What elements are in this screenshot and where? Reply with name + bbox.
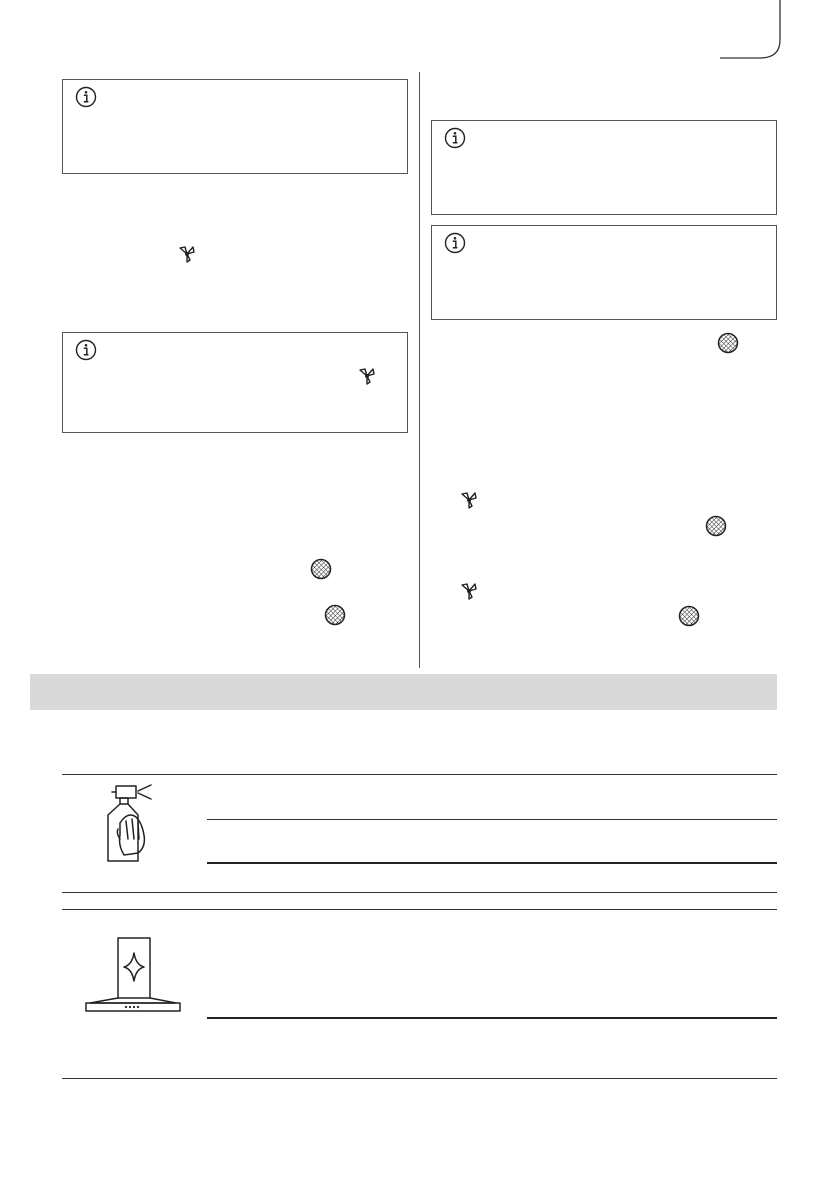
table-row-divider xyxy=(207,862,777,864)
table-bottom-rule xyxy=(62,1078,777,1079)
grease-filter-icon xyxy=(717,332,739,354)
info-circle-icon xyxy=(75,339,97,361)
table-row-rule xyxy=(62,909,777,910)
info-circle-icon xyxy=(444,232,466,254)
table-top-rule xyxy=(62,774,777,775)
info-note-3 xyxy=(431,120,777,215)
table-row-divider xyxy=(207,819,777,820)
info-circle-icon xyxy=(75,86,97,108)
column-divider xyxy=(419,72,420,668)
info-note-1 xyxy=(62,79,408,174)
info-note-2 xyxy=(62,332,408,433)
grease-filter-icon xyxy=(705,515,727,537)
fan-icon xyxy=(176,243,198,265)
fan-icon xyxy=(458,489,480,511)
info-circle-icon xyxy=(444,127,466,149)
table-row-rule xyxy=(62,892,777,893)
page-corner-curve xyxy=(720,0,839,60)
fan-icon xyxy=(458,580,480,602)
section-heading-bar xyxy=(30,674,777,710)
cooker-hood-clean-icon xyxy=(84,937,182,1013)
spray-bottle-cloth-icon xyxy=(98,783,160,865)
table-row-divider xyxy=(207,1017,777,1019)
info-note-4 xyxy=(431,225,777,320)
grease-filter-icon xyxy=(310,558,332,580)
fan-icon xyxy=(356,365,378,387)
grease-filter-icon xyxy=(324,604,346,626)
grease-filter-icon xyxy=(678,605,700,627)
